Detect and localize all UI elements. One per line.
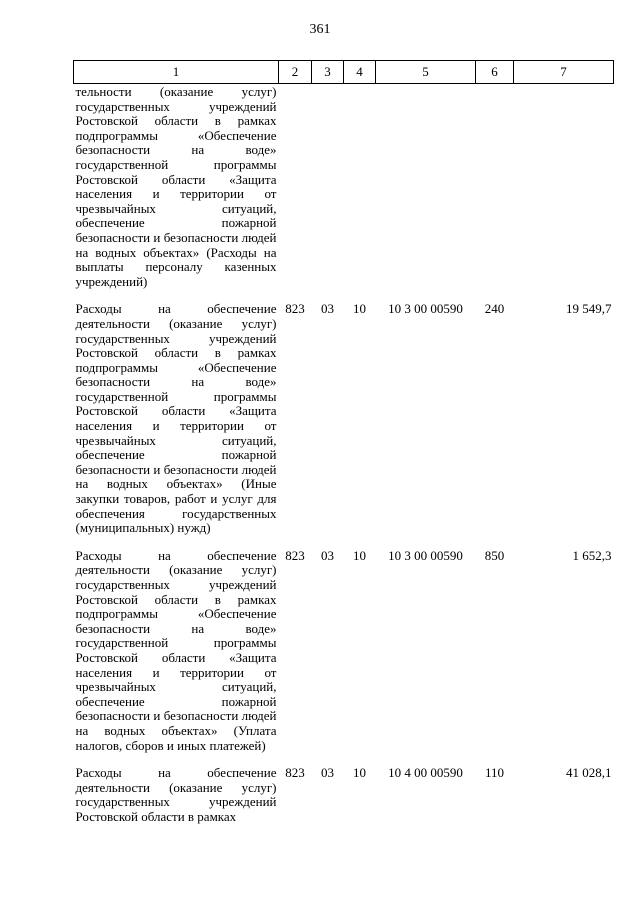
row-amount: 41 028,1 (566, 765, 612, 781)
row-code-2: 823 (285, 301, 305, 317)
row-code-6 (476, 84, 514, 303)
row-code-2: 823 (285, 765, 305, 781)
row-code-4: 10 (353, 765, 366, 781)
row-code-6: 240 (484, 301, 505, 317)
row-code-2 (279, 84, 312, 303)
row-description: Расходы на обеспечение деятельности (оказание услуг) государственных учреждений Ростовской области в рамках подпрограммы «Обеспечение безопасности на воде» государственной программы Ростовской области «Защита населения и территории от чрезвычайных ситуаций, обеспечение пожарной безопасности и безопасности людей на водных объектах» (Иные закупки товаров, работ и услуг для обеспечения государственных (муниципальных) нужд) (75, 301, 277, 536)
column-header-5: 5 (376, 61, 476, 84)
row-code-5: 10 3 00 00590 (388, 547, 463, 563)
column-header-3: 3 (312, 61, 344, 84)
column-header-6: 6 (476, 61, 514, 84)
row-code-4 (344, 84, 376, 303)
row-amount: 19 549,7 (566, 301, 612, 317)
row-code-5 (376, 84, 476, 303)
budget-table (73, 60, 614, 825)
table-row (74, 766, 614, 824)
row-code-4: 10 (353, 547, 366, 563)
row-amount (514, 84, 614, 303)
column-header-2: 2 (279, 61, 312, 84)
row-code-3: 03 (321, 765, 334, 781)
row-amount: 1 652,3 (572, 547, 612, 563)
table-row (74, 84, 614, 303)
row-code-3 (312, 84, 344, 303)
row-code-6: 110 (484, 765, 505, 781)
row-code-5: 10 3 00 00590 (388, 301, 463, 317)
table-row (74, 549, 614, 766)
table-row (74, 302, 614, 549)
row-code-3: 03 (321, 301, 334, 317)
row-code-4: 10 (353, 301, 366, 317)
column-header-4: 4 (344, 61, 376, 84)
row-code-2: 823 (285, 547, 305, 563)
row-code-3: 03 (321, 547, 334, 563)
row-description: тельности (оказание услуг) государственных учреждений Ростовской области в рамках подпрограммы «Обеспечение безопасности на воде» государственной программы Ростовской области «Защита населения и территории от чрезвычайных ситуаций, обеспечение пожарной безопасности и безопасности людей на водных объектах» (Расходы на выплаты персоналу казенных учреждений) (75, 84, 277, 289)
column-header-1: 1 (74, 61, 279, 84)
row-description: Расходы на обеспечение деятельности (оказание услуг) государственных учреждений Ростовской области в рамках подпрограммы «Обеспечение безопасности на воде» государственной программы Ростовской области «Защита населения и территории от чрезвычайных ситуаций, обеспечение пожарной безопасности и безопасности людей на водных объектах» (Уплата налогов, сборов и иных платежей) (75, 547, 277, 753)
table-header (74, 61, 614, 84)
row-description: Расходы на обеспечение деятельности (оказание услуг) государственных учреждений Ростовской области в рамках (75, 765, 277, 824)
page-number: 361 (309, 22, 331, 37)
row-code-5: 10 4 00 00590 (388, 765, 463, 781)
row-code-6: 850 (484, 547, 505, 563)
column-header-7: 7 (514, 61, 614, 84)
